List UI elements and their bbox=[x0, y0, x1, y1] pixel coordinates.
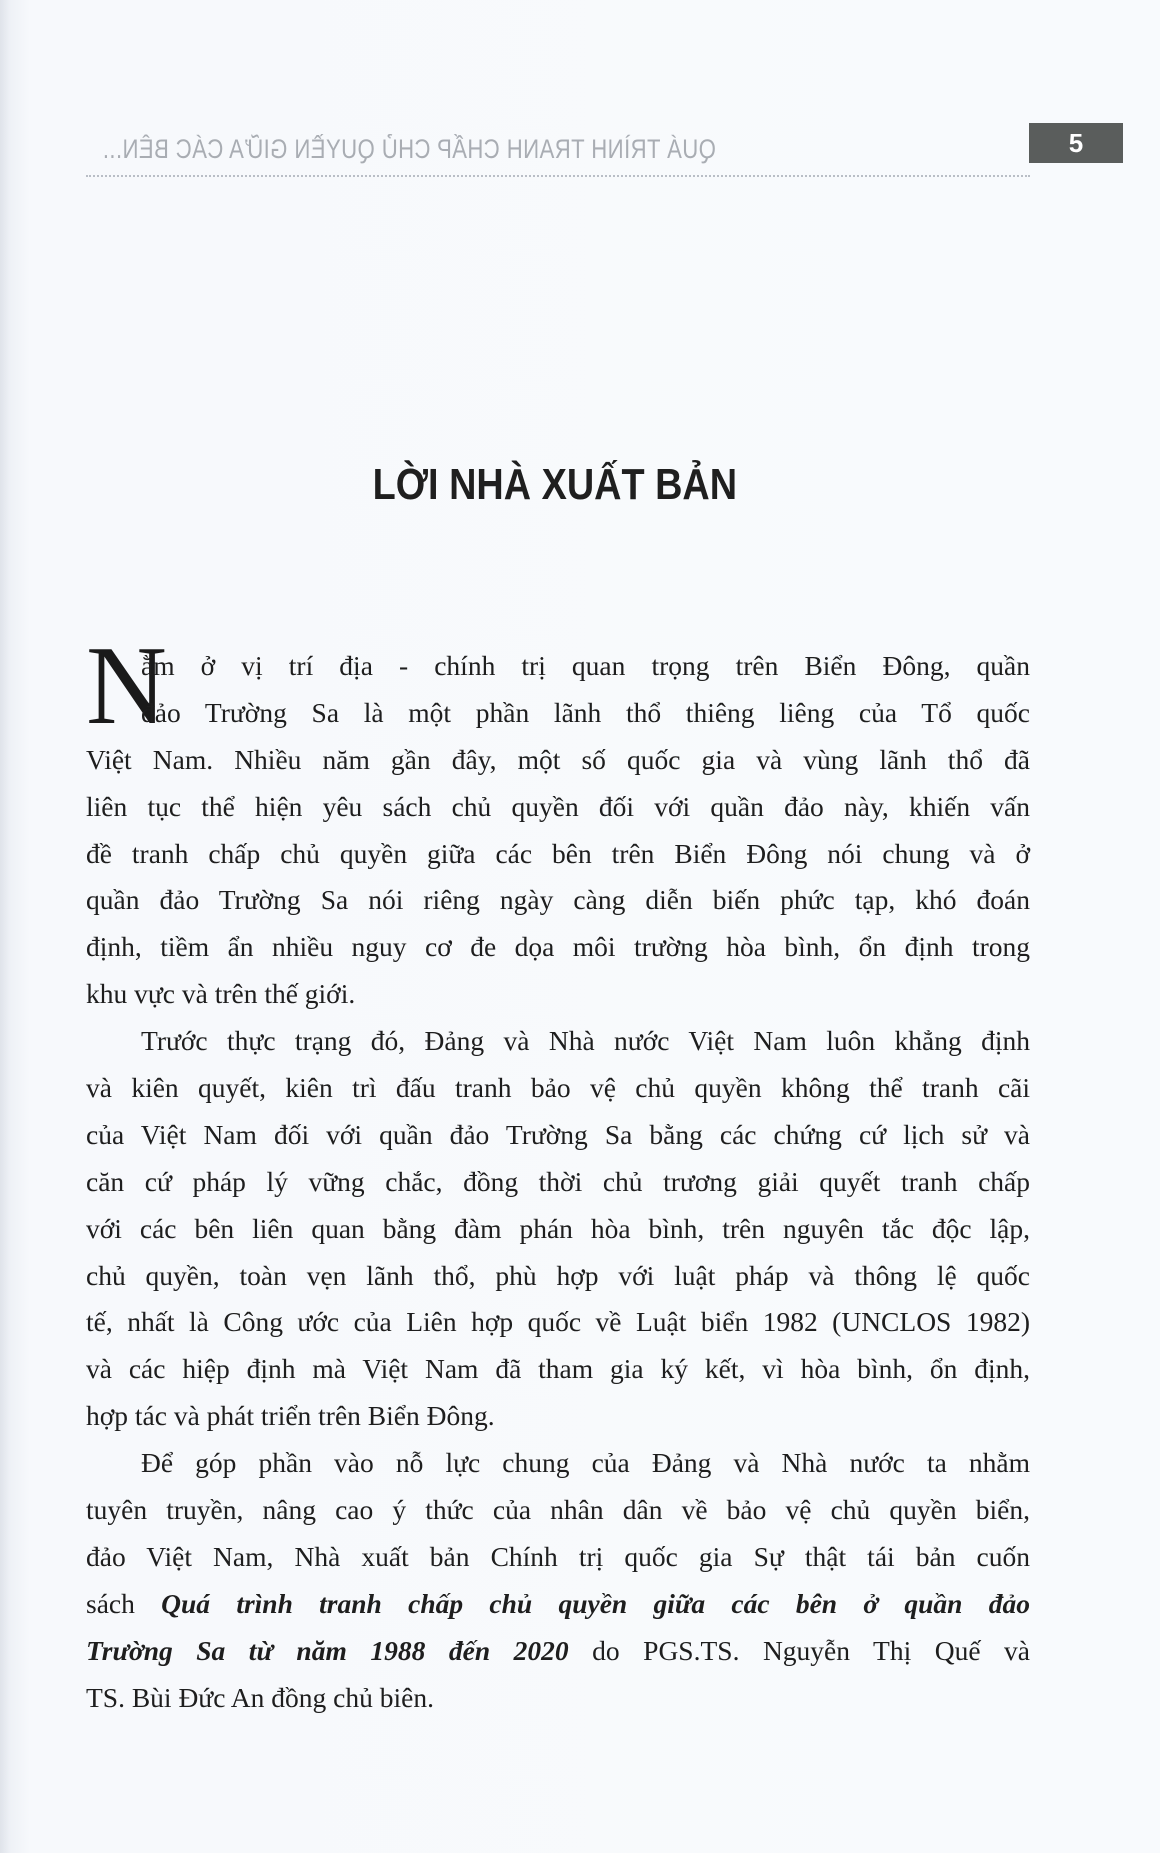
text-line: đảo Việt Nam, Nhà xuất bản Chính trị quốc gia Sự thật tái bản cuốn bbox=[86, 1540, 1030, 1572]
text-line: liên tục thể hiện yêu sách chủ quyền đối với quần đảo này, khiến vấn bbox=[86, 790, 1030, 822]
text-line: căn cứ pháp lý vững chắc, đồng thời chủ trương giải quyết tranh chấp bbox=[86, 1165, 1030, 1197]
paragraph-2 bbox=[86, 1018, 1030, 1440]
page-title bbox=[0, 460, 1110, 510]
text-line: hợp tác và phát triển trên Biển Đông. bbox=[86, 1400, 495, 1432]
title-text: LỜI NHÀ XUẤT BẢN bbox=[372, 460, 738, 509]
text-line: với các bên liên quan bằng đàm phán hòa bình, trên nguyên tắc độc lập, bbox=[86, 1212, 1030, 1244]
paragraph-1 bbox=[86, 643, 1030, 1018]
book-title-part-2: Trường Sa từ năm 1988 đến 2020 bbox=[86, 1634, 569, 1666]
text-line: đề tranh chấp chủ quyền giữa các bên trên Biển Đông nói chung và ở bbox=[86, 837, 1030, 869]
text-line bbox=[86, 1581, 1030, 1628]
book-title-part-1: Quá trình tranh chấp chủ quyền giữa các bên ở quần đảo bbox=[161, 1587, 1030, 1619]
body-text bbox=[86, 643, 1030, 1721]
page-number: 5 bbox=[1029, 123, 1123, 163]
text-line: đảo Trường Sa là một phần lãnh thổ thiêng liêng của Tổ quốc bbox=[141, 696, 1030, 728]
text-line: quần đảo Trường Sa nói riêng ngày càng diễn biến phức tạp, khó đoán bbox=[86, 884, 1030, 916]
text-line: tuyên truyền, nâng cao ý thức của nhân dân về bảo vệ chủ quyền biển, bbox=[86, 1494, 1030, 1526]
text-segment: do PGS.TS. Nguyễn Thị Quế và bbox=[568, 1634, 1030, 1666]
text-line: Việt Nam. Nhiều năm gần đây, một số quốc gia và vùng lãnh thổ đã bbox=[86, 743, 1030, 775]
text-line: tế, nhất là Công ước của Liên hợp quốc về Luật biển 1982 (UNCLOS 1982) bbox=[86, 1306, 1030, 1338]
text-line: và kiên quyết, kiên trì đấu tranh bảo vệ chủ quyền không thể tranh cãi bbox=[86, 1072, 1030, 1104]
running-header-bleedthrough: QUÁ TRÌNH TRANH CHẤP CHỦ QUYỀN GIỮA CÁC BÊN... bbox=[102, 134, 716, 164]
text-segment: sách bbox=[86, 1587, 162, 1619]
text-line: chủ quyền, toàn vẹn lãnh thổ, phù hợp với luật pháp và thông lệ quốc bbox=[86, 1259, 1030, 1291]
drop-cap: N bbox=[86, 624, 167, 748]
text-line: ằm ở vị trí địa - chính trị quan trọng trên Biển Đông, quần bbox=[141, 650, 1030, 681]
text-line: và các hiệp định mà Việt Nam đã tham gia ký kết, vì hòa bình, ổn định, bbox=[86, 1353, 1030, 1385]
text-line: của Việt Nam đối với quần đảo Trường Sa bằng các chứng cứ lịch sử và bbox=[86, 1118, 1030, 1150]
text-line bbox=[86, 1628, 1030, 1675]
text-line: TS. Bùi Đức An đồng chủ biên. bbox=[86, 1681, 434, 1713]
text-line: Để góp phần vào nỗ lực chung của Đảng và Nhà nước ta nhằm bbox=[141, 1447, 1030, 1479]
header-rule bbox=[86, 175, 1030, 177]
text-line: khu vực và trên thế giới. bbox=[86, 978, 356, 1010]
text-line: định, tiềm ẩn nhiều nguy cơ đe dọa môi trường hòa bình, ổn định trong bbox=[86, 931, 1030, 963]
text-line: Trước thực trạng đó, Đảng và Nhà nước Việt Nam luôn khẳng định bbox=[141, 1025, 1030, 1057]
paragraph-3 bbox=[86, 1440, 1030, 1721]
